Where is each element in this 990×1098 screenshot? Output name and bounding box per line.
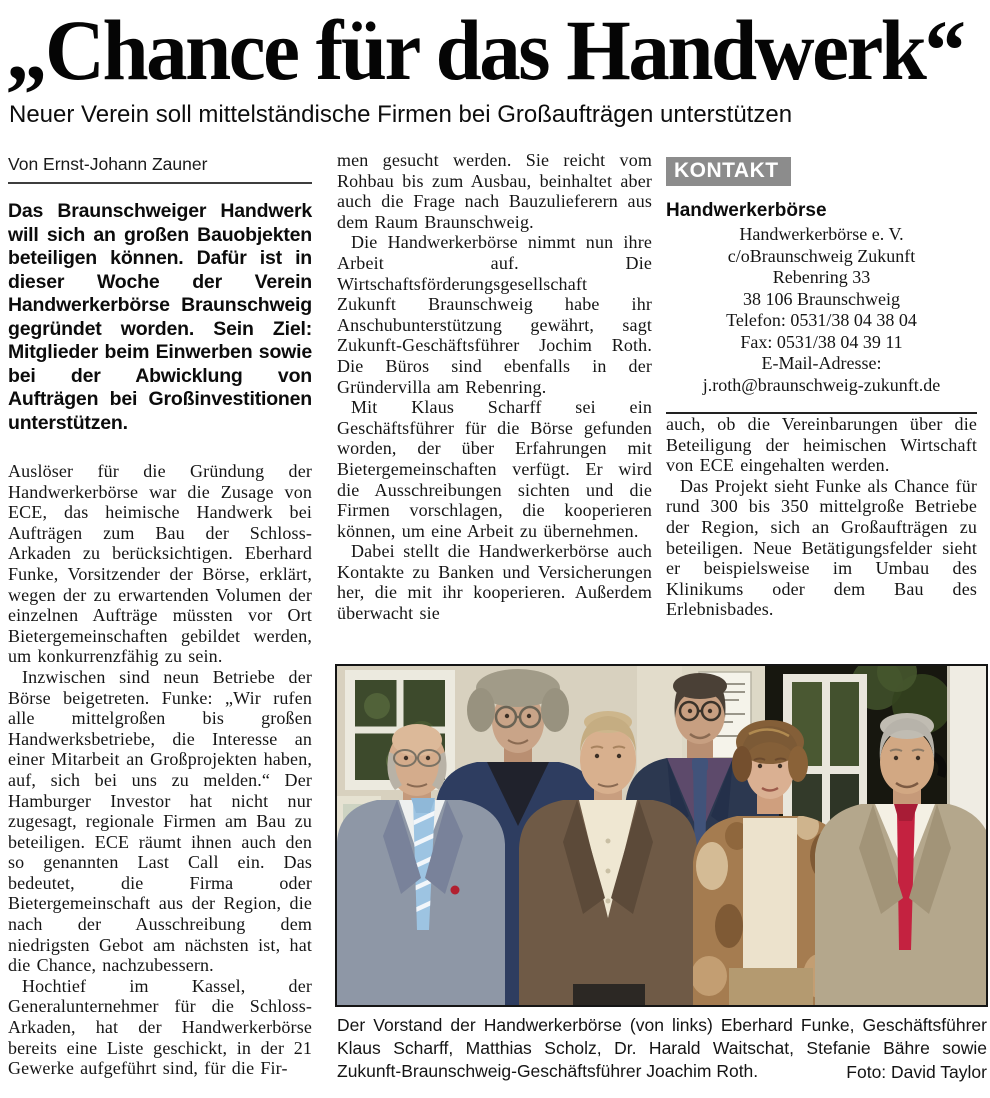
- kontakt-phone-line: Telefon: 0531/38 04 38 04: [726, 310, 917, 330]
- kontakt-address: [666, 224, 977, 396]
- byline: Von Ernst-Johann Zauner: [8, 154, 208, 174]
- article-paragraph: Inzwischen sind neun Betriebe der Börse beigetreten. Funke: „Wir rufen alle mittelgroßen bis großen Handwerksbetriebe, die Interesse an einer Mitarbeit an Großprojekten haben, auf, sich bei uns zu melden.“ Der Hamburger Investor hat nicht nur zugesagt, regionale Firmen am Bau zu beteiligen. ECE räumt ihnen auch den so genannten Last Call ein. Das bedeutet, die Firma oder Bietergemeinschaft aus der Region, die nach der Ausschreibung dem niedrigsten Gebot am nächsten ist, hat die Chance, nachzubessern.: [8, 666, 312, 976]
- kontakt-label: KONTAKT: [666, 157, 791, 186]
- lead-paragraph: Das Braunschweiger Handwerk will sich an großen Bauobjekten beteiligen können. Dafür ist in dieser Woche der Verein Handwerkerbörse Braunschweig gegründet worden. Sein Ziel: Mitglieder beim Einwerben sowie bei der Abwicklung von Aufträgen bei Großinvestitionen unterstützen.: [8, 200, 312, 434]
- photo-caption-text: Der Vorstand der Handwerkerbörse (von links) Eberhard Funke, Geschäftsführer Klaus Scharff, Matthias Scholz, Dr. Harald Waitschat, Stefanie Bähre sowie Zukunft-Braunschweig-Geschäftsführer Joachim Roth.: [337, 1015, 987, 1082]
- photo-caption: [337, 1014, 987, 1084]
- article-paragraph: Hochtief im Kassel, der Generalunternehmer für die Schloss-Arkaden, hat der Handwerkerbörse bereits eine Liste geschickt, in der 21 Gewerke aufgeführt sind, für die Fir-: [8, 975, 312, 1079]
- column-right: [666, 157, 977, 620]
- kontakt-address-line: Handwerkerbörse e. V.: [739, 224, 904, 244]
- kontakt-address-line: c/oBraunschweig Zukunft: [727, 245, 916, 266]
- group-photo-illustration: [337, 666, 986, 1005]
- article-paragraph: Die Handwerkerbörse nimmt nun ihre Arbeit auf. Die Wirtschaftsförderungsgesellschaft Zukunft Braunschweig habe ihr Anschubunterstützung gewährt, sagt Zukunft-Geschäftsführer Jochim Roth. Die Büros sind ebenfalls in der Gründervilla am Rebenring.: [337, 232, 652, 397]
- kontakt-fax-line: Fax: 0531/38 04 39 11: [740, 331, 903, 352]
- photo-credit: Foto: David Taylor: [836, 1061, 987, 1084]
- article-paragraph: Auslöser für die Gründung der Handwerkerbörse war die Zusage von ECE, das heimische Handwerk bei Aufträgen zum Bau der Schloss-Arkaden zu berücksichtigen. Eberhard Funke, Vorsitzender der Börse, erklärt, wegen der zu erwartenden Volumen der einzelnen Aufträge müssten vor Ort Bietergemeinschaften gebildet werden, um konkurrenzfähig zu sein.: [8, 461, 312, 667]
- article-paragraph: auch, ob die Vereinbarungen über die Beteiligung der heimischen Wirtschaft von ECE eingehalten werden.: [666, 414, 977, 476]
- byline-rule: [8, 182, 312, 184]
- article-paragraph: men gesucht werden. Sie reicht vom Rohbau bis zum Ausbau, beinhaltet aber auch die Frage nach Bauzulieferern aus dem Raum Braunschweig.: [337, 150, 652, 232]
- article-headline: „Chance für das Handwerk“: [6, 2, 964, 98]
- column-middle: [337, 150, 652, 624]
- article-paragraph: Dabei stellt die Handwerkerbörse auch Kontakte zu Banken und Versicherungen her, die mit ihr kooperieren. Außerdem überwacht sie: [337, 541, 652, 624]
- article-paragraph: Mit Klaus Scharff sei ein Geschäftsführer für die Börse gefunden worden, der über Erfahrungen mit Bietergemeinschaften verfügt. Er wird die Ausschreibungen sichten und die Firmen vorschlagen, die kooperieren können, um eine Arbeit zu übernehmen.: [337, 397, 652, 541]
- kontakt-email-address: j.roth@braunschweig-zukunft.de: [702, 374, 941, 395]
- article-subtitle: Neuer Verein soll mittelständische Firmen bei Großaufträgen unterstützen: [9, 101, 793, 128]
- group-photo-figure: [335, 664, 988, 1007]
- lapel-pin: [451, 886, 460, 895]
- article-paragraph: Das Projekt sieht Funke als Chance für rund 300 bis 350 mittelgroße Betriebe der Region, sich an Großaufträgen zu beteiligen. Neue Betätigungsfelder sieht er beispielsweise im Umbau des Klinikums oder dem Bau des Erlebnisbades.: [666, 475, 977, 620]
- kontakt-email-label: E-Mail-Adresse:: [761, 353, 882, 373]
- kontakt-address-line: Rebenring 33: [772, 267, 871, 287]
- kontakt-org-name: Handwerkerbörse: [666, 200, 827, 221]
- kontakt-address-line: 38 106 Braunschweig: [743, 288, 900, 309]
- column-left: [8, 153, 312, 1079]
